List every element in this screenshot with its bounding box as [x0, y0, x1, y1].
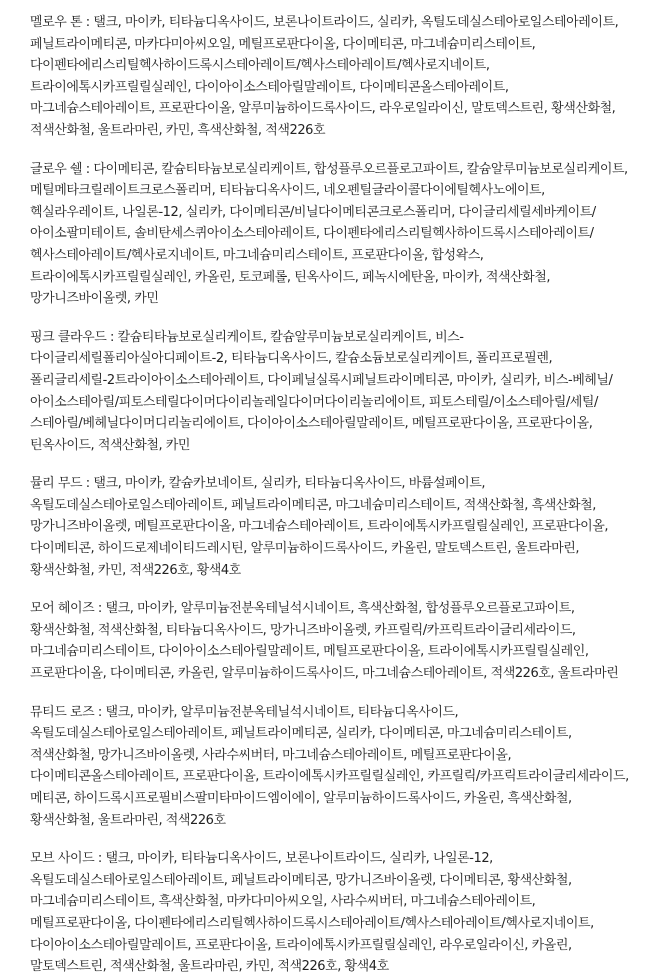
ingredient-text: 탤크, 마이카, 알루미늄전분옥테닐석시네이트, 흑색산화철, 합성플루오르플로고파이트, 황색산화철, 적색산화철, 티타늄디옥사이드, 망가니즈바이올렛, 카프릴릭/카프릭트라이글리세라이드, 마그네슘미리스테이트, 다이아이소스테아릴말레이트, 메틸프로판다이올, 트라이에톡시카프릴릴실레인, 프로판다이올, 다이메티콘, 카올린, 알루미늄하이드록사이드, 마그네슘스테아레이트, 적색226호, 울트라마린 — [30, 601, 619, 682]
ingredient-entry-more-haze — [30, 598, 636, 684]
separator: : — [82, 476, 94, 492]
ingredient-entry-mauve-side — [30, 848, 636, 978]
ingredient-text: 다이메티콘, 칼슘티타늄보로실리케이트, 합성플루오르플로고파이트, 칼슘알루미늄보로실리케이트, 메틸메타크릴레이트크로스폴리머, 티타늄디옥사이드, 네오펜틸글라이콜다이에틸헥사노에이트, 헥실라우레이트, 나일론-12, 실리카, 다이메티콘/비닐다이메티콘크로스폴리머, 다이글리세릴세바케이트/아이소팔미테이트, 솔비탄세스퀴아이소스테아레이트, 다이펜타에리스리틸헥사하이드록시스테아레이트/헥사스테아레이트/헥사로지네이트, 마그네슘미리스테이트, 프로판다이올, 합성왁스, 트라이에톡시카프릴릴실레인, 카올린, 토코페롤, 틴옥사이드, 페녹시에탄올, 마이카, 적색산화철, 망가니즈바이올렛, 카민 — [30, 161, 628, 307]
ingredient-entry-mellow-tone — [30, 12, 636, 142]
shade-name: 글로우 쉘 — [30, 161, 83, 177]
separator: : — [82, 161, 94, 177]
ingredient-text: 탤크, 마이카, 칼슘카보네이트, 실리카, 티타늄디옥사이드, 바륨설페이트, 옥틸도데실스테아로일스테아레이트, 페닐트라이메티콘, 마그네슘미리스테이트, 적색산화철, 흑색산화철, 망가니즈바이올렛, 메틸프로판다이올, 마그네슘스테아레이트, 트라이에톡시카프릴릴실레인, 프로판다이올, 다이메티콘, 하이드로제네이티드레시틴, 알루미늄하이드록사이드, 카올린, 말토덱스트린, 울트라마린, 황색산화철, 카민, 적색226호, 황색4호 — [30, 476, 609, 578]
separator: : — [94, 704, 106, 720]
shade-name: 뮬리 무드 — [30, 476, 83, 492]
ingredient-text: 탤크, 마이카, 알루미늄전분옥테닐석시네이트, 티타늄디옥사이드, 옥틸도데실스테아로일스테아레이트, 페닐트라이메티콘, 실리카, 다이메티콘, 마그네슘미리스테이트, 적색산화철, 망가니즈바이올렛, 사라수씨버터, 마그네슘스테아레이트, 메틸프로판다이올, 다이메티콘올스테아레이트, 프로판다이올, 트라이에톡시카프릴릴실레인, 카프릴릭/카프릭트라이글리세라이드, 메티콘, 하이드록시프로필비스팔미타마이드엠이에이, 알루미늄하이드록사이드, 카올린, 흑색산화철, 황색산화철, 울트라마린, 적색226호 — [30, 704, 629, 828]
ingredient-entry-pink-cloud — [30, 327, 636, 457]
separator: : — [94, 851, 106, 867]
shade-name: 핑크 클라우드 — [30, 329, 107, 345]
shade-name: 뮤티드 로즈 — [30, 704, 95, 720]
ingredient-entry-glow-shell — [30, 159, 636, 310]
shade-name: 모어 헤이즈 — [30, 601, 95, 617]
ingredient-entry-muhly-mood — [30, 473, 636, 581]
separator: : — [94, 601, 106, 617]
ingredient-text: 탤크, 마이카, 티타늄디옥사이드, 보론나이트라이드, 실리카, 옥틸도데실스테아로일스테아레이트, 페닐트라이메티콘, 마카다미아씨오일, 메틸프로판다이올, 다이메티콘, 마그네슘미리스테이트, 다이펜타에리스리틸헥사하이드록시스테아레이트/헥사스테아레이트/헥사로지네이트, 트라이에톡시카프릴릴실레인, 다이아이소스테아릴말레이트, 다이메티콘올스테아레이트, 마그네슘스테아레이트, 프로판다이올, 알루미늄하이드록사이드, 라우로일라이신, 말토덱스트린, 황색산화철, 적색산화철, 울트라마린, 카민, 흑색산화철, 적색226호 — [30, 15, 619, 138]
separator: : — [82, 15, 94, 30]
ingredient-entry-muted-rose — [30, 702, 636, 832]
separator: : — [106, 329, 118, 345]
shade-name: 모브 사이드 — [30, 851, 95, 867]
ingredient-text: 칼슘티타늄보로실리케이트, 칼슘알루미늄보로실리케이트, 비스-다이글리세릴폴리아실아디페이트-2, 티타늄디옥사이드, 칼슘소듐보로실리케이트, 폴리프로필렌, 폴리글리세릴-2트라이아이소스테아레이트, 다이페닐실록시페닐트라이메티콘, 마이카, 실리카, 비스-베헤닐/아이소스테아릴/피토스테릴다이머다이리놀레일다이머다이리놀리에이트, 피토스테릴/이소스테아릴/세틸/스테아릴/베헤닐다이머디리놀리에이트, 다이아이소스테아릴말레이트, 메틸프로판다이올, 프로판다이올, 틴옥사이드, 적색산화철, 카민 — [30, 329, 613, 453]
ingredient-text: 탤크, 마이카, 티타늄디옥사이드, 보론나이트라이드, 실리카, 나일론-12, 옥틸도데실스테아로일스테아레이트, 페닐트라이메티콘, 망가니즈바이올렛, 다이메티콘, 황색산화철, 마그네슘미리스테이트, 흑색산화철, 마카다미아씨오일, 사라수씨버터, 마그네슘스테아레이트, 메틸프로판다이올, 다이펜타에리스리틸헥사하이드록시스테아레이트/헥사스테아레이트/헥사로지네이트, 다이아이소스테아릴말레이트, 프로판다이올, 트라이에톡시카프릴릴실레인, 라우로일라이신, 카올린, 말토덱스트린, 적색산화철, 울트라마린, 카민, 적색226호, 황색4호 — [30, 851, 594, 975]
shade-name: 멜로우 톤 — [30, 15, 83, 30]
